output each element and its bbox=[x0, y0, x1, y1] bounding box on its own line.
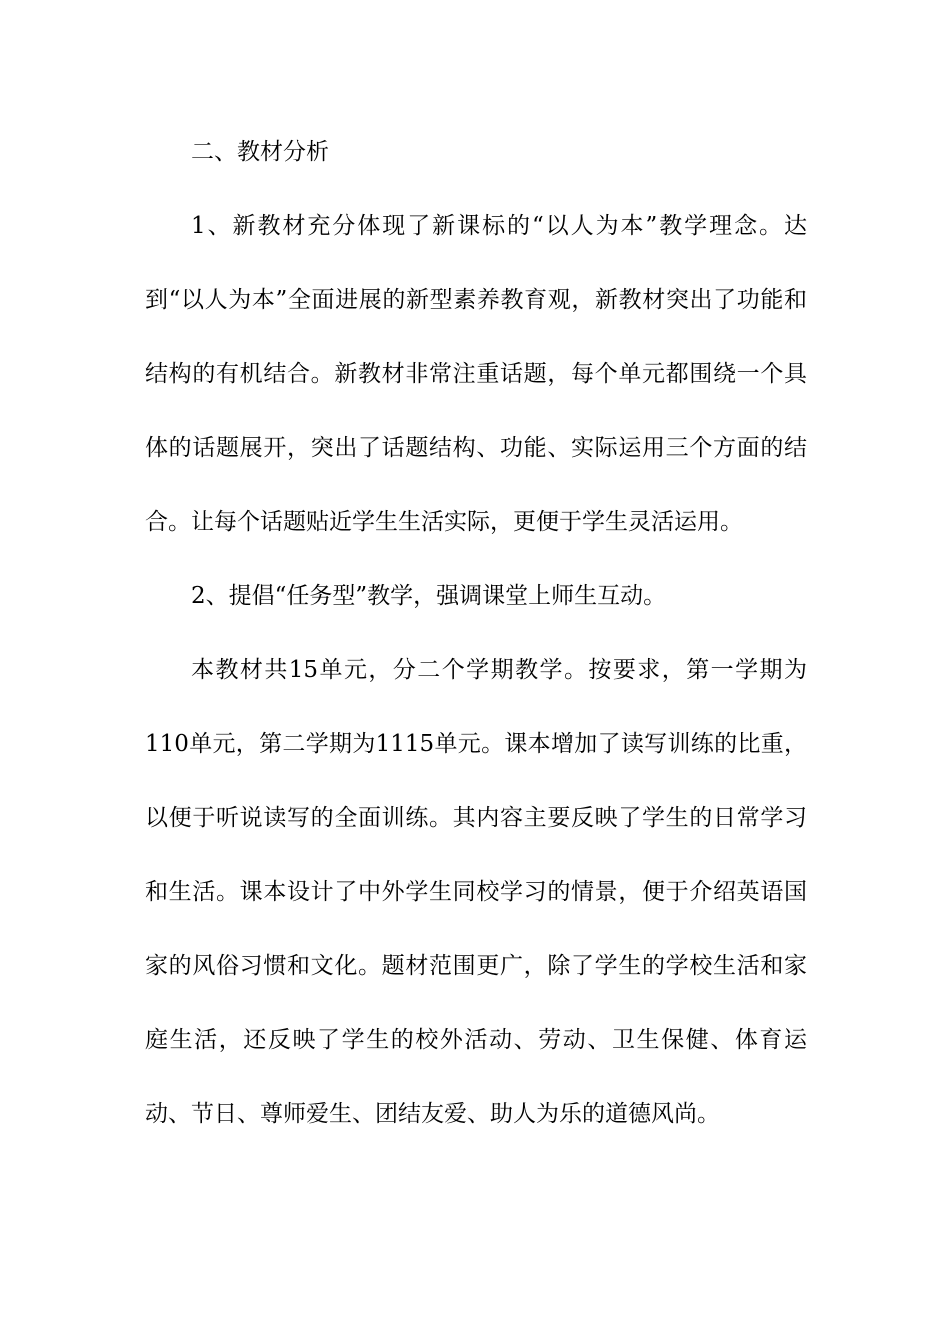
paragraph-2: 2、提倡“任务型”教学，强调课堂上师生互动。 bbox=[191, 583, 667, 609]
document-body bbox=[145, 115, 807, 1151]
paragraph-3: 本教材共15单元，分二个学期教学。按要求，第一学期为110单元，第二学期为1115单元。课本增加了读写训练的比重，以便于听说读写的全面训练。其内容主要反映了学生的日常学习和生活。课本设计了中外学生同校学习的情景，便于介绍英语国家的风俗习惯和文化。题材范围更广，除了学生的学校生活和家庭生活，还反映了学生的校外活动、劳动、卫生保健、体育运动、节日、尊师爱生、团结友爱、助人为乐的道德风尚。 bbox=[145, 657, 807, 1127]
paragraph-1: 1、新教材充分体现了新课标的“以人为本”教学理念。达到“以人为本”全面进展的新型素养教育观，新教材突出了功能和结构的有机结合。新教材非常注重话题，每个单元都围绕一个具体的话题展开，突出了话题结构、功能、实际运用三个方面的结合。让每个话题贴近学生生活实际，更便于学生灵活运用。 bbox=[145, 213, 807, 535]
section-heading: 二、教材分析 bbox=[191, 139, 329, 165]
